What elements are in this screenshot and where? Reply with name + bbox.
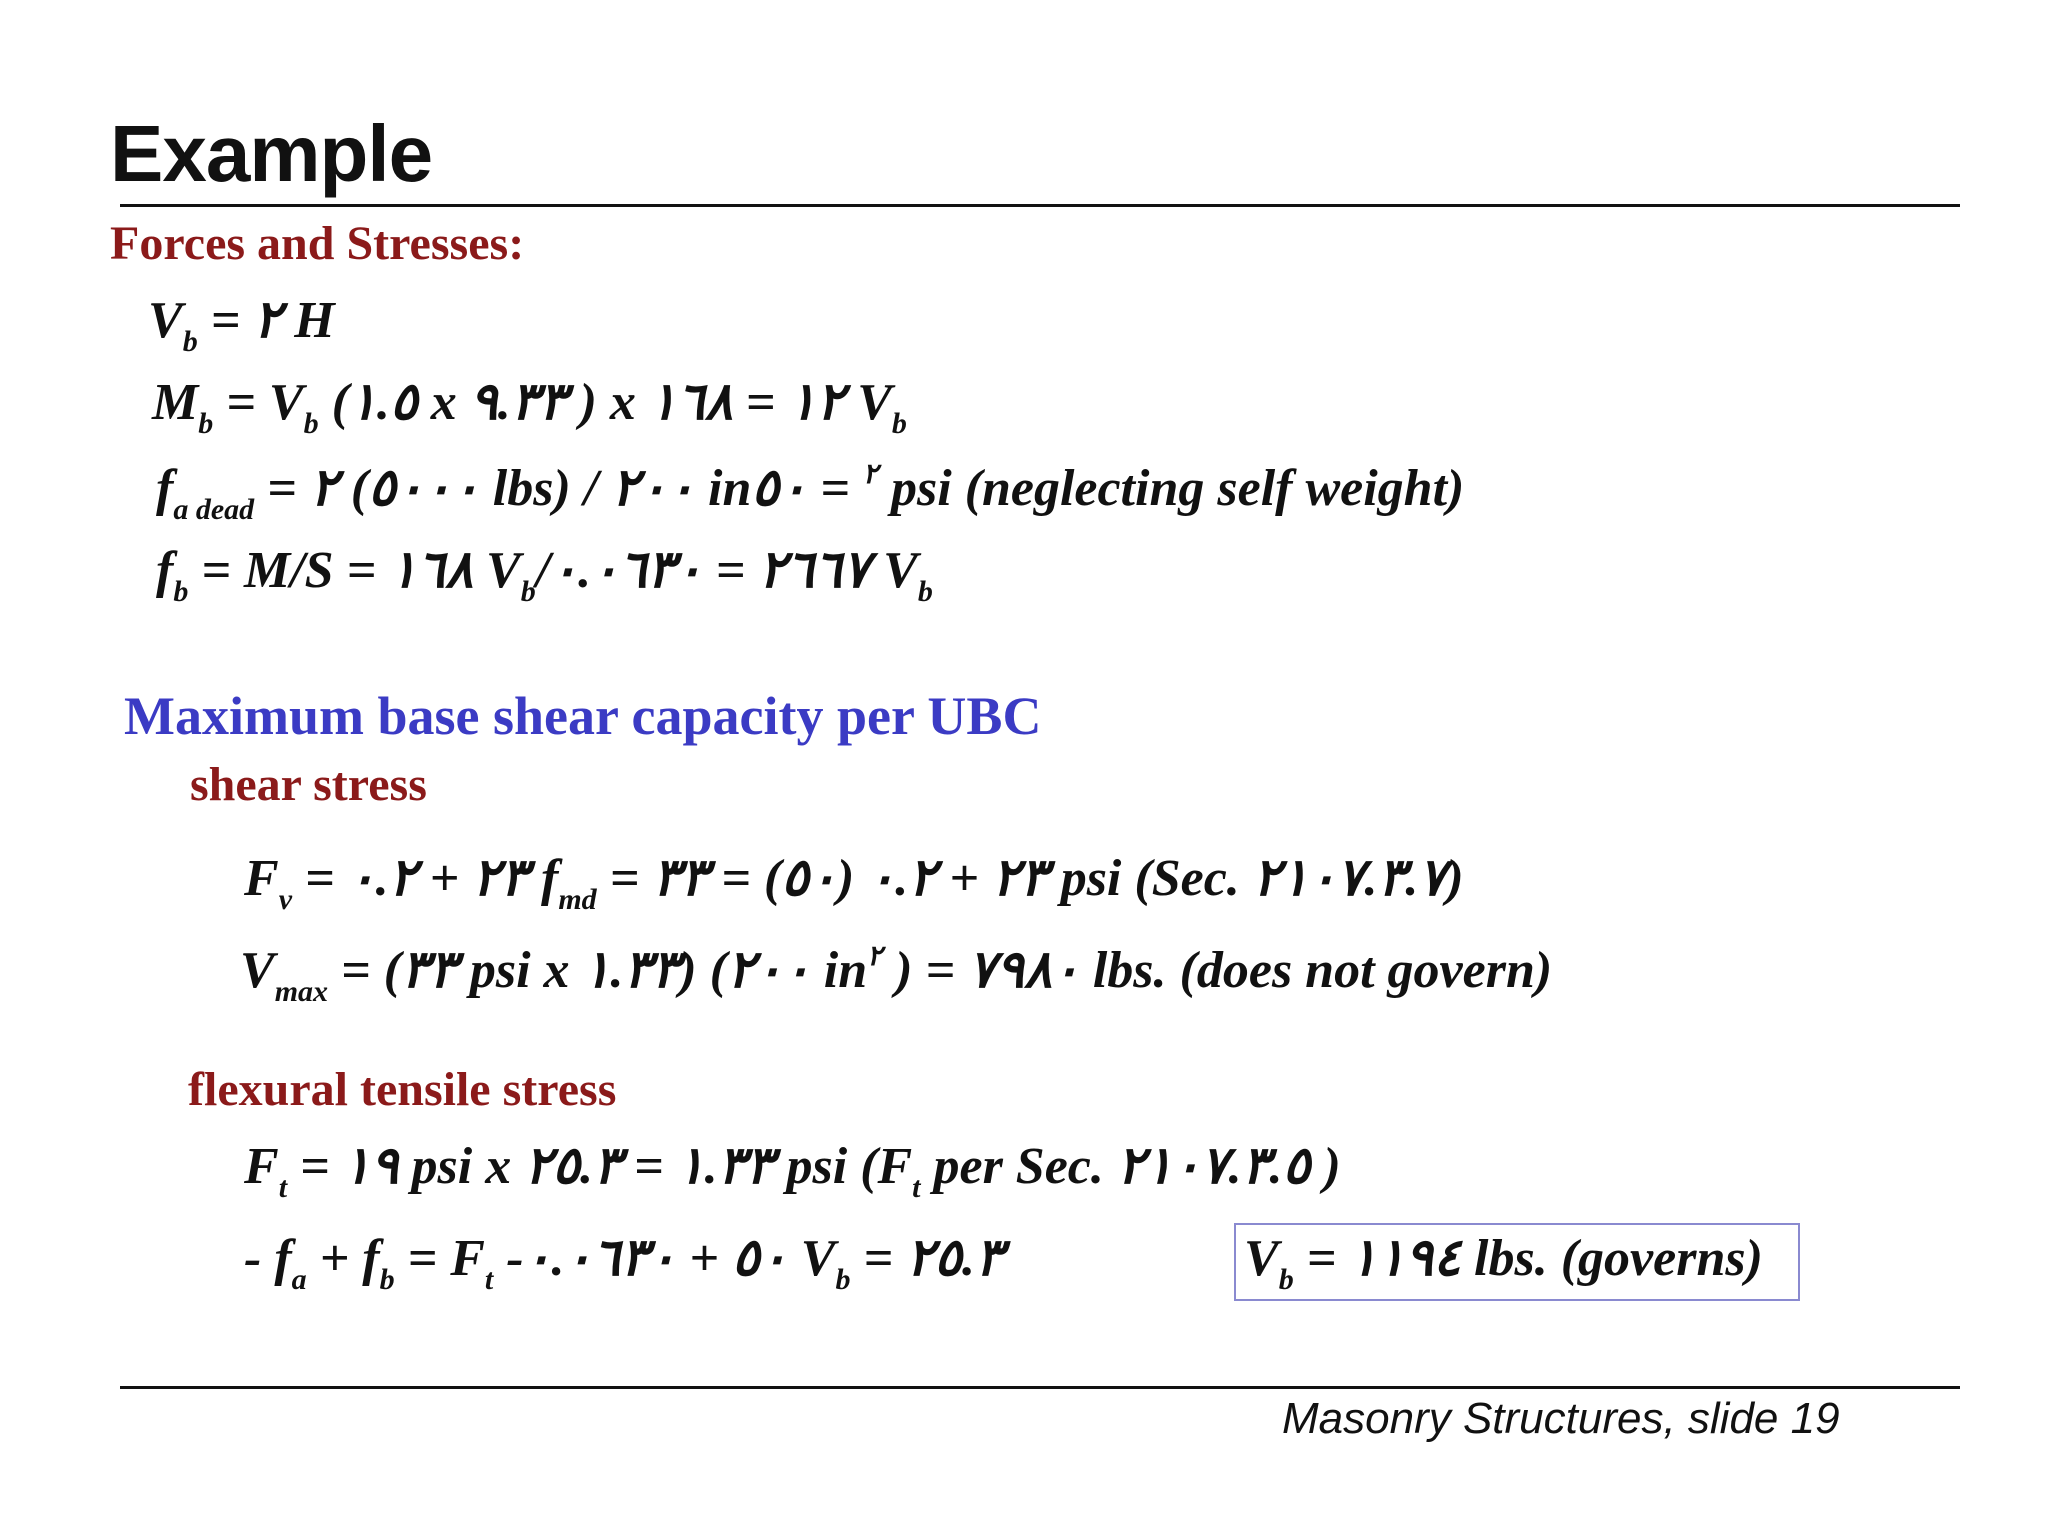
equation-vb: $V_b$ = ٢ H <box>148 292 335 358</box>
equation-result-governs: $V_b$ = ١١٩٤ lbs. (governs) <box>1244 1230 1763 1296</box>
title-divider <box>120 204 1960 207</box>
subheading-flexural-tensile-stress: flexural tensile stress <box>188 1063 617 1116</box>
equation-fv: $F_v$ = ٢٣ + ٠.٢ $f_{md}$ = ٢٣ + ٠.٢ (٥٠) = ٣٣ psi (Sec. ٢١٠٧.٣.٧) <box>244 850 1464 916</box>
equation-vmax: $V_{max}$ = (٣٣ psi x ١.٣٣) (٢٠٠ $in^٢$ ) = ٧٩٨٠ lbs. (does not govern) <box>240 941 1553 1008</box>
slide-footer: Masonry Structures, slide 19 <box>1282 1394 1840 1443</box>
equation-ft: $F_t$ = ١٩ psi x ١.٣٣ = ٢٥.٣ psi ($F_t$ per Sec. ٢١٠٧.٣.٥ ) <box>244 1138 1341 1204</box>
section-heading-forces: Forces and Stresses: <box>110 217 525 270</box>
equation-mb: $M_b = V_b$ (١.٥ x ٩.٣٣ ) x ١٢ = ١٦٨ $V_b$ <box>152 374 907 440</box>
slide-title: Example <box>110 109 433 198</box>
footer-divider <box>120 1386 1960 1389</box>
subheading-shear-stress: shear stress <box>190 758 427 811</box>
equation-combined-stress: - $f_a + f_b = F_t$ -٥٠ + ٠.٠٦٣٠ $V_b$ = ٢٥.٣ <box>244 1230 1003 1296</box>
section-heading-max-capacity: Maximum base shear capacity per UBC <box>124 686 1042 746</box>
equation-fb: $f_b = M/S$ = ١٦٨ $V_b/٢٦٦٧$ = ٠.٠٦٣٠ $V_b$ <box>156 542 933 608</box>
equation-fa-dead: $f_{a dead}$ = ٢ (٥٠٠٠ lbs) / ٢٠٠ in $^٢$ = ٥٠ psi (neglecting self weight) <box>156 459 1465 526</box>
